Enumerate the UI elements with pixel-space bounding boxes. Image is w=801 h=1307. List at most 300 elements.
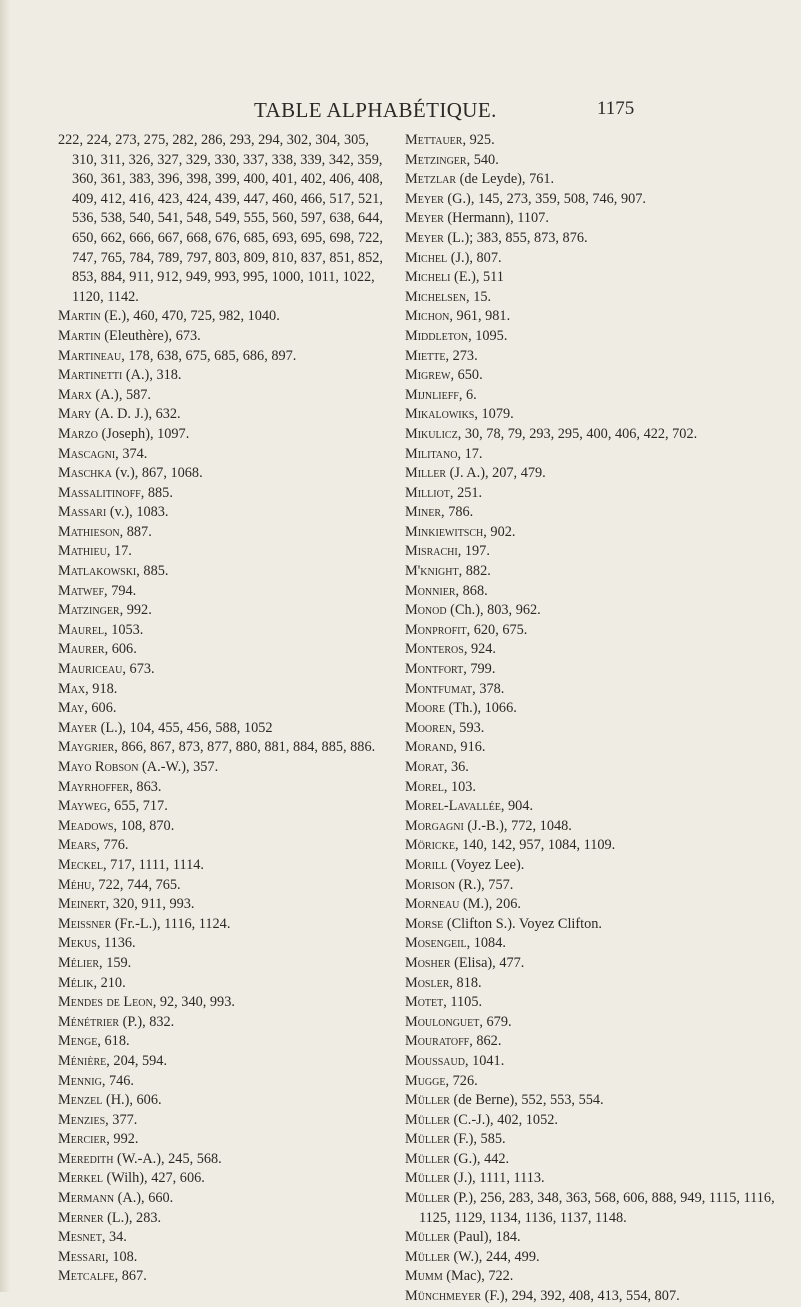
entry-page-refs: , 1079. xyxy=(474,406,514,423)
index-entry xyxy=(405,151,779,171)
index-entry xyxy=(405,974,779,994)
index-entry xyxy=(58,1169,390,1189)
index-entry xyxy=(405,327,779,347)
entry-page-refs: (Mac), 722. xyxy=(442,1268,514,1285)
entry-name: Martineau xyxy=(58,347,122,364)
entry-page-refs: (J.), 807. xyxy=(447,249,502,266)
entry-name: Matwef xyxy=(58,582,105,599)
entry-name: Massalitinoff xyxy=(58,484,141,501)
entry-name: Morill xyxy=(405,856,448,873)
entry-name: Morand xyxy=(405,739,454,756)
entry-name: Mélier xyxy=(58,954,100,971)
index-entry xyxy=(405,347,779,367)
index-entry xyxy=(58,131,390,307)
index-entry xyxy=(58,1267,390,1287)
index-entry xyxy=(58,660,390,680)
entry-page-refs: (A. D. J.), 632. xyxy=(91,406,181,423)
entry-page-refs: , 17. xyxy=(106,543,132,560)
entry-page-refs: , 320, 911, 993. xyxy=(105,896,195,913)
index-entry xyxy=(58,680,390,700)
entry-name: M'knight xyxy=(405,563,459,580)
entry-page-refs: , 178, 638, 675, 685, 686, 897. xyxy=(121,347,297,364)
entry-page-refs: (J.-B.), 772, 1048. xyxy=(463,817,572,834)
index-entry xyxy=(405,582,779,602)
index-entry xyxy=(405,817,779,837)
index-column-right xyxy=(405,131,779,1307)
entry-page-refs: , 904. xyxy=(500,798,534,815)
entry-page-refs: (F.), 294, 392, 408, 413, 554, 807. xyxy=(481,1288,680,1305)
index-entry xyxy=(405,738,779,758)
entry-page-refs: (v.), 1083. xyxy=(106,504,169,521)
entry-name: Motet xyxy=(405,994,444,1011)
entry-page-refs: , 606. xyxy=(84,700,117,717)
entry-name: Mugge xyxy=(405,1072,446,1089)
entry-name: Müller xyxy=(405,1092,450,1109)
index-entry xyxy=(58,621,390,641)
index-entry xyxy=(58,1111,390,1131)
entry-page-refs: , 885. xyxy=(140,484,173,501)
index-entry xyxy=(405,876,779,896)
index-entry xyxy=(405,229,779,249)
entry-page-refs: , 961, 981. xyxy=(449,308,511,325)
entry-page-refs: (A.-W.), 357. xyxy=(138,759,219,775)
entry-name: Müller xyxy=(405,1170,450,1187)
index-entry xyxy=(58,934,390,954)
entry-name: Matlakowski xyxy=(58,563,137,580)
entry-name: Meadows xyxy=(58,817,114,834)
index-entry xyxy=(405,190,779,210)
entry-name: Mumm xyxy=(405,1268,443,1285)
entry-page-refs: , 159. xyxy=(99,954,132,971)
entry-name: Michon xyxy=(405,308,450,325)
index-entry xyxy=(405,601,779,621)
entry-page-refs: (G.), 442. xyxy=(449,1150,510,1167)
index-entry xyxy=(58,758,390,778)
index-entry xyxy=(58,797,390,817)
entry-name: Mermann xyxy=(58,1190,115,1207)
index-entry xyxy=(58,327,390,347)
index-entry xyxy=(58,817,390,837)
index-entry xyxy=(405,1169,779,1189)
index-entry xyxy=(58,484,390,504)
entry-name: Minkiewitsch xyxy=(405,523,484,540)
index-entry xyxy=(58,856,390,876)
index-entry xyxy=(58,1032,390,1052)
entry-name: Müller xyxy=(405,1150,450,1167)
entry-name: Max xyxy=(58,680,86,697)
entry-page-refs: 222, 224, 273, 275, 282, 286, 293, 294, 302, 304, 305, 310, 311, 326, 327, 329, 330, 337, 338, 339, 342, 359, 360, 361, 383, 396, 398, 399, 400, 401, 402, 406, 408, 409, 412, 416, 423, 424, 439, 447, 460, 466, 517, 521, 536, 538, 540, 541, 548, 549, 555, 560, 597, 638, 644, 650, 662, 666, 667, 668, 676, 685, 693, 695, 698, 722, 747, 765, 784, 789, 797, 803, 809, 810, 837, 851, 852, 853, 884, 911, 912, 949, 993, 995, 1000, 1011, 1022, 1120, 1142. xyxy=(58,132,383,305)
entry-name: Müller xyxy=(405,1190,450,1207)
index-entry xyxy=(405,1032,779,1052)
index-entry xyxy=(405,640,779,660)
entry-page-refs: , 108, 870. xyxy=(113,817,175,834)
entry-name: Militano xyxy=(405,445,458,462)
index-entry xyxy=(58,876,390,896)
index-entry xyxy=(405,680,779,700)
entry-name: Morel-Lavallée xyxy=(405,798,501,815)
entry-page-refs: (P.), 832. xyxy=(119,1013,175,1030)
entry-name: Martin xyxy=(58,327,101,344)
entry-name: Meissner xyxy=(58,915,112,932)
index-entry xyxy=(405,699,779,719)
entry-page-refs: (F.), 585. xyxy=(449,1131,506,1148)
entry-name: Mouratoff xyxy=(405,1033,470,1050)
entry-page-refs: , 902. xyxy=(483,523,516,540)
entry-name: Maurel xyxy=(58,621,105,638)
entry-page-refs: , 210. xyxy=(93,974,126,991)
entry-page-refs: , 36. xyxy=(443,759,469,775)
index-entry xyxy=(58,366,390,386)
entry-page-refs: , 92, 340, 993. xyxy=(152,994,235,1011)
index-entry xyxy=(58,915,390,935)
entry-name: Matzinger xyxy=(58,602,120,619)
index-entry xyxy=(405,484,779,504)
index-entry xyxy=(405,131,779,151)
entry-page-refs: , 251. xyxy=(449,484,483,501)
index-entry xyxy=(58,425,390,445)
entry-page-refs: (H.), 606. xyxy=(102,1092,162,1109)
entry-name: Mary xyxy=(58,406,92,423)
entry-page-refs: (W.-A.), 245, 568. xyxy=(113,1150,222,1167)
entry-name: Mijnlieff xyxy=(405,386,459,403)
entry-page-refs: , 378. xyxy=(472,680,505,697)
index-entry xyxy=(405,660,779,680)
entry-page-refs: , 992. xyxy=(106,1131,139,1148)
entry-page-refs: , 717, 1111, 1114. xyxy=(102,856,204,873)
entry-name: Miller xyxy=(405,465,447,482)
entry-name: Ménétrier xyxy=(58,1013,120,1030)
entry-page-refs: (P.), 256, 283, 348, 363, 568, 606, 888, 949, 1115, 1116, 1125, 1129, 1134, 1136, 1137, 1148. xyxy=(419,1190,775,1226)
entry-name: Michelsen xyxy=(405,288,467,305)
entry-page-refs: (J. A.), 207, 479. xyxy=(446,465,546,482)
index-entry xyxy=(405,1111,779,1131)
entry-name: Martin xyxy=(58,308,101,325)
entry-page-refs: , 867. xyxy=(114,1268,147,1285)
entry-name: Maurer xyxy=(58,641,105,658)
entry-page-refs: , 618. xyxy=(97,1033,130,1050)
entry-name: Müller xyxy=(405,1248,450,1265)
entry-name: Morel xyxy=(405,778,444,795)
index-entry xyxy=(405,170,779,190)
entry-page-refs: (M.), 206. xyxy=(459,896,521,913)
index-entry xyxy=(58,778,390,798)
index-entry xyxy=(405,1248,779,1268)
entry-page-refs: , 992. xyxy=(119,602,152,619)
entry-page-refs: , 746. xyxy=(101,1072,134,1089)
entry-page-refs: , 650. xyxy=(450,367,483,384)
entry-page-refs: , 722, 744, 765. xyxy=(91,876,181,893)
index-entry xyxy=(405,836,779,856)
entry-page-refs: (v.), 867, 1068. xyxy=(111,465,203,482)
index-entry xyxy=(405,895,779,915)
index-entry xyxy=(405,288,779,308)
entry-page-refs: , 863. xyxy=(129,778,162,795)
index-entry xyxy=(405,562,779,582)
entry-name: Meckel xyxy=(58,856,103,873)
index-entry xyxy=(58,562,390,582)
entry-name: Monnier xyxy=(405,582,456,599)
entry-name: Moulonguet xyxy=(405,1013,480,1030)
entry-page-refs: (E.), 511 xyxy=(450,269,504,286)
index-entry xyxy=(58,1052,390,1072)
entry-page-refs: (Paul), 184. xyxy=(449,1229,521,1246)
index-entry xyxy=(405,1091,779,1111)
entry-name: Müller xyxy=(405,1131,450,1148)
entry-name: Mauriceau xyxy=(58,661,123,678)
entry-page-refs: , 1084. xyxy=(466,935,506,952)
entry-page-refs: , 1105. xyxy=(443,994,483,1011)
index-entry xyxy=(405,386,779,406)
entry-name: Mosler xyxy=(405,974,450,991)
entry-name: Menge xyxy=(58,1033,98,1050)
index-entry xyxy=(58,464,390,484)
entry-name: Massari xyxy=(58,504,107,521)
entry-name: Maygrier xyxy=(58,739,115,756)
entry-name: Mathieu xyxy=(58,543,107,560)
entry-page-refs: , 17. xyxy=(457,445,483,462)
index-entry xyxy=(58,347,390,367)
entry-name: Ménière xyxy=(58,1052,107,1069)
entry-name: Metzinger xyxy=(405,151,467,168)
entry-page-refs: , 916. xyxy=(453,739,486,756)
entry-page-refs: , 679. xyxy=(479,1013,512,1030)
index-entry xyxy=(405,719,779,739)
entry-page-refs: , 655, 717. xyxy=(107,798,168,815)
index-entry xyxy=(405,1150,779,1170)
entry-name: Maschka xyxy=(58,465,112,482)
entry-page-refs: , 377. xyxy=(105,1111,138,1128)
entry-name: Michel xyxy=(405,249,448,266)
entry-name: Meredith xyxy=(58,1150,114,1167)
index-entry xyxy=(405,307,779,327)
entry-name: Monteros xyxy=(405,641,464,658)
entry-name: Misrachi xyxy=(405,543,458,560)
index-entry xyxy=(58,542,390,562)
entry-page-refs: (Voyez Lee). xyxy=(447,856,525,873)
entry-page-refs: (A.), 587. xyxy=(91,386,151,403)
entry-name: Mooren xyxy=(405,719,453,736)
index-entry xyxy=(405,758,779,778)
entry-page-refs: , 862. xyxy=(469,1033,502,1050)
entry-name: Metzlar xyxy=(405,171,457,188)
entry-page-refs: (Clifton S.). Voyez Clifton. xyxy=(443,915,603,932)
entry-page-refs: , 1095. xyxy=(468,327,508,344)
entry-page-refs: , 924. xyxy=(463,641,496,658)
entry-page-refs: , 593. xyxy=(452,719,485,736)
entry-page-refs: , 726. xyxy=(445,1072,478,1089)
entry-name: Morse xyxy=(405,915,444,932)
entry-name: Mercier xyxy=(58,1131,107,1148)
entry-page-refs: (Elisa), 477. xyxy=(450,954,525,971)
entry-page-refs: , 30, 78, 79, 293, 295, 400, 406, 422, 702. xyxy=(457,425,698,442)
entry-page-refs: (A.), 660. xyxy=(114,1190,174,1207)
entry-page-refs: (Joseph), 1097. xyxy=(97,425,190,442)
entry-page-refs: (W.), 244, 499. xyxy=(449,1248,540,1265)
entry-name: Müller xyxy=(405,1111,450,1128)
entry-page-refs: (C.-J.), 402, 1052. xyxy=(449,1111,558,1128)
entry-page-refs: , 918. xyxy=(85,680,118,697)
entry-page-refs: , 204, 594. xyxy=(106,1052,168,1069)
index-column-left xyxy=(58,131,390,1287)
entry-page-refs: (Fr.-L.), 1116, 1124. xyxy=(111,915,231,932)
entry-name: Monod xyxy=(405,602,447,619)
index-entry xyxy=(58,445,390,465)
entry-page-refs: , 606. xyxy=(104,641,137,658)
entry-name: Mekus xyxy=(58,935,97,952)
index-entry xyxy=(58,993,390,1013)
index-entry xyxy=(58,386,390,406)
entry-page-refs: (R.), 757. xyxy=(454,876,514,893)
index-entry xyxy=(405,856,779,876)
entry-page-refs: , 1136. xyxy=(96,935,136,952)
entry-page-refs: , 108. xyxy=(105,1248,138,1265)
entry-name: Mikulicz xyxy=(405,425,458,442)
entry-page-refs: , 374. xyxy=(115,445,148,462)
index-entry xyxy=(58,582,390,602)
entry-name: Milliot xyxy=(405,484,450,501)
entry-name: Monprofit xyxy=(405,621,467,638)
entry-name: Metcalfe xyxy=(58,1268,115,1285)
entry-page-refs: (Th.), 1066. xyxy=(444,700,517,717)
entry-name: Meyer xyxy=(405,190,444,207)
entry-name: Mathieson xyxy=(58,523,120,540)
index-entry xyxy=(405,954,779,974)
index-entry xyxy=(58,601,390,621)
entry-page-refs: , 6. xyxy=(458,386,477,403)
index-entry xyxy=(405,542,779,562)
entry-name: Morat xyxy=(405,759,444,775)
entry-page-refs: , 868. xyxy=(455,582,488,599)
index-entry xyxy=(405,249,779,269)
index-entry xyxy=(58,1248,390,1268)
index-entry xyxy=(405,1052,779,1072)
entry-name: Mayweg xyxy=(58,798,108,815)
index-entry xyxy=(58,1209,390,1229)
entry-page-refs: , 818. xyxy=(449,974,482,991)
index-entry xyxy=(405,366,779,386)
entry-page-refs: , 273. xyxy=(445,347,478,364)
entry-name: Miette xyxy=(405,347,446,364)
index-entry xyxy=(58,1072,390,1092)
index-entry xyxy=(405,1228,779,1248)
entry-name: Mascagni xyxy=(58,445,116,462)
entry-name: Micheli xyxy=(405,269,451,286)
index-entry xyxy=(405,1189,779,1228)
index-entry xyxy=(58,1130,390,1150)
entry-page-refs: , 673. xyxy=(122,661,155,678)
entry-page-refs: (J.), 1111, 1113. xyxy=(449,1170,545,1187)
entry-name: Mennig xyxy=(58,1072,102,1089)
entry-name: Menzies xyxy=(58,1111,106,1128)
entry-page-refs: , 794. xyxy=(104,582,137,599)
entry-name: Mayo Robson xyxy=(58,759,139,775)
index-entry xyxy=(405,797,779,817)
entry-page-refs: , 866, 867, 873, 877, 880, 881, 884, 885, 886. xyxy=(114,739,376,756)
entry-page-refs: , 540. xyxy=(466,151,499,168)
entry-name: Meinert xyxy=(58,896,106,913)
entry-name: Morgagni xyxy=(405,817,464,834)
index-entry xyxy=(58,405,390,425)
index-entry xyxy=(405,934,779,954)
entry-name: May xyxy=(58,700,85,717)
entry-name: Mikalowiks xyxy=(405,406,475,423)
index-entry xyxy=(405,1287,779,1307)
index-entry xyxy=(58,1150,390,1170)
entry-name: Mosher xyxy=(405,954,451,971)
entry-name: Mayrhoffer xyxy=(58,778,130,795)
index-entry xyxy=(405,915,779,935)
index-entry xyxy=(405,405,779,425)
page-title: TABLE ALPHABÉTIQUE. xyxy=(254,98,497,122)
index-entry xyxy=(58,738,390,758)
index-entry xyxy=(58,954,390,974)
index-entry xyxy=(405,425,779,445)
index-entry xyxy=(405,209,779,229)
entry-page-refs: (de Berne), 552, 553, 554. xyxy=(449,1092,604,1109)
index-entry xyxy=(405,993,779,1013)
index-entry xyxy=(58,640,390,660)
entry-name: Morneau xyxy=(405,896,460,913)
entry-name: Mosengeil xyxy=(405,935,467,952)
index-entry xyxy=(58,503,390,523)
entry-name: Marzo xyxy=(58,425,98,442)
page-header xyxy=(0,98,801,124)
entry-page-refs: (E.), 460, 470, 725, 982, 1040. xyxy=(100,308,280,325)
index-entry xyxy=(405,1013,779,1033)
entry-name: Merkel xyxy=(58,1170,103,1187)
index-entry xyxy=(405,1267,779,1287)
entry-name: Middleton xyxy=(405,327,469,344)
entry-name: Mélik xyxy=(58,974,94,991)
entry-name: Moussaud xyxy=(405,1052,465,1069)
entry-page-refs: , 140, 142, 957, 1084, 1109. xyxy=(454,837,616,854)
entry-page-refs: (L.); 383, 855, 873, 876. xyxy=(443,229,588,246)
entry-name: Mettauer xyxy=(405,132,463,148)
index-entry xyxy=(405,778,779,798)
entry-name: Mayer xyxy=(58,719,98,736)
index-entry xyxy=(58,974,390,994)
entry-page-refs: (Hermann), 1107. xyxy=(443,210,549,227)
index-entry xyxy=(58,1189,390,1209)
entry-page-refs: , 799. xyxy=(463,661,496,678)
entry-page-refs: , 103. xyxy=(443,778,476,795)
index-entry xyxy=(405,503,779,523)
entry-name: Messari xyxy=(58,1248,106,1265)
index-entry xyxy=(58,699,390,719)
entry-name: Möricke xyxy=(405,837,455,854)
entry-page-refs: (de Leyde), 761. xyxy=(456,171,555,188)
index-entry xyxy=(58,1091,390,1111)
entry-name: Montfort xyxy=(405,661,464,678)
index-entry xyxy=(58,307,390,327)
entry-name: Münchmeyer xyxy=(405,1288,482,1305)
entry-page-refs: (Ch.), 803, 962. xyxy=(446,602,541,619)
entry-page-refs: , 882. xyxy=(458,563,491,580)
entry-page-refs: (L.), 283. xyxy=(103,1209,162,1226)
index-entry xyxy=(405,464,779,484)
entry-page-refs: (Eleuthère), 673. xyxy=(100,327,201,344)
index-entry xyxy=(405,523,779,543)
entry-page-refs: , 15. xyxy=(466,288,492,305)
entry-page-refs: , 620, 675. xyxy=(466,621,528,638)
entry-page-refs: , 34. xyxy=(101,1229,127,1246)
entry-page-refs: (G.), 145, 273, 359, 508, 746, 907. xyxy=(443,190,646,207)
entry-name: Marx xyxy=(58,386,92,403)
entry-name: Merner xyxy=(58,1209,104,1226)
entry-name: Meyer xyxy=(405,210,444,227)
index-entry xyxy=(405,445,779,465)
entry-name: Menzel xyxy=(58,1092,103,1109)
